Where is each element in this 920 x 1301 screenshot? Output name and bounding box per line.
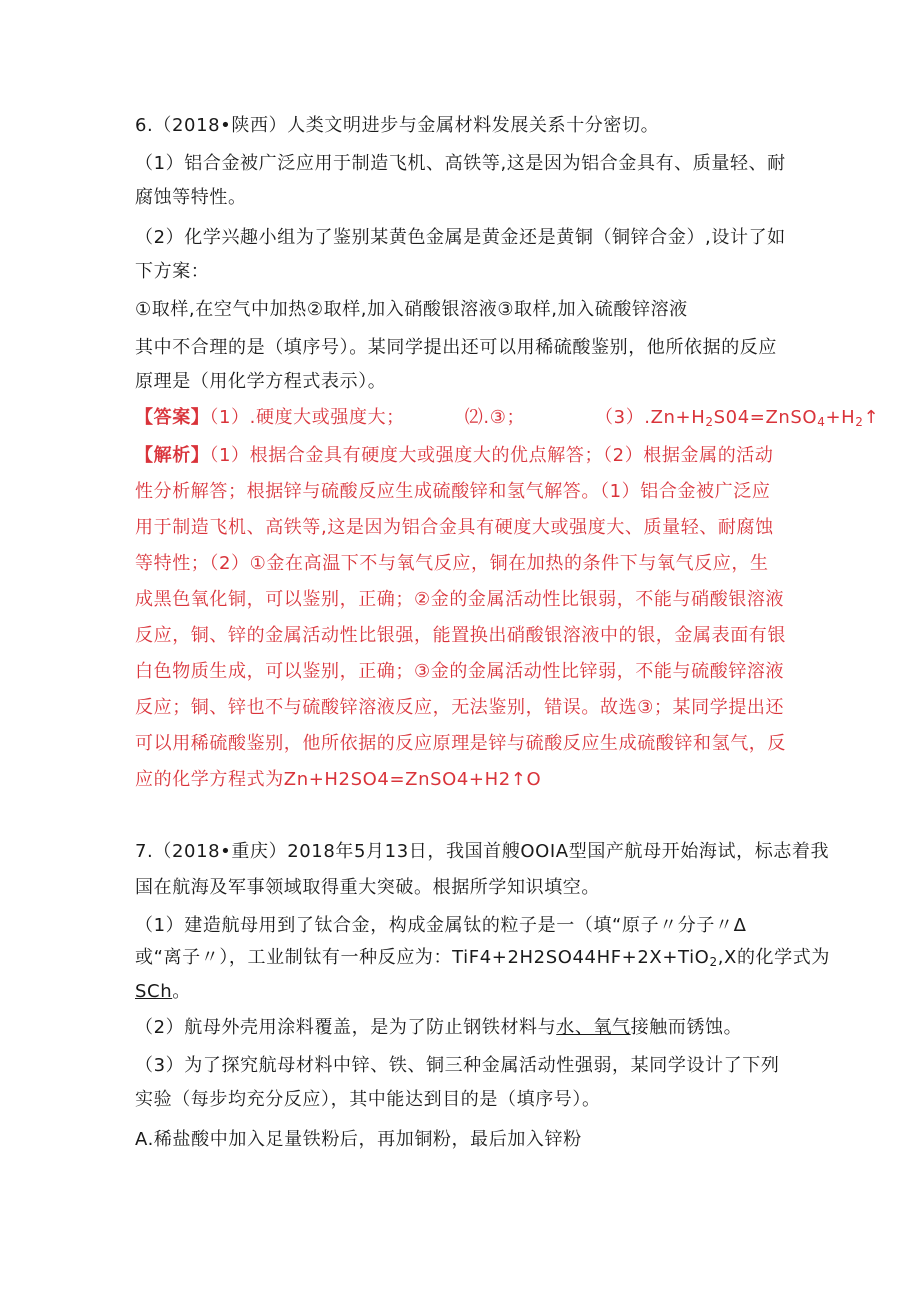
q7-part3-line1: （3）为了探究航母材料中锌、铁、铜三种金属活动性强弱，某同学设计了下列: [135, 1055, 780, 1076]
q6-answer: [135, 406, 879, 434]
q6-analysis-line1: 【解析】（1）根据合金具有硬度大或强度大的优点解答；（2）根据金属的活动: [135, 445, 774, 466]
q7-answer-water-oxygen: 水、氧气: [556, 1017, 631, 1038]
q6-question-line1: 其中不合理的是（填序号）。某同学提出还可以用稀硫酸鉴别，他所依据的反应: [135, 337, 777, 358]
answer-part3: $(3).Zn+H_2S04=ZnSO_4+H_2↑$: [595, 407, 880, 429]
q6-analysis-line5: 成黑色氧化铜，可以鉴别，正确；②金的金属活动性比银弱，不能与硝酸银溶液: [135, 589, 785, 610]
analysis-tag: 【解析】: [135, 445, 210, 466]
q6-question-line2: 原理是（用化学方程式表示）。: [135, 371, 387, 392]
q7-part2: （2）航母外壳用涂料覆盖，是为了防止钢铁材料与水、氧气接触而锈蚀。: [135, 1017, 743, 1038]
q6-analysis-line10: 应的化学方程式为Zn+H2SO4=ZnSO4+H2↑O: [135, 769, 542, 790]
q6-analysis-line3: 用于制造飞机、高铁等,这是因为铝合金具有硬度大或强度大、质量轻、耐腐蚀: [135, 517, 774, 538]
q6-title: 6.（2018•陕西）人类文明进步与金属材料发展关系十分密切。: [135, 115, 660, 136]
q7-answer-formula: SCh: [135, 981, 173, 1002]
q6-analysis-line7: 白色物质生成，可以鉴别，正确；③金的金属活动性比锌弱，不能与硫酸锌溶液: [135, 661, 785, 682]
q7-part1-line3: SCh。: [135, 981, 191, 1002]
answer-part1: （1）.硬度大或强度大；: [209, 407, 405, 428]
q6-part1-line2: 腐蚀等特性。: [135, 187, 247, 208]
q6-part2-line2: 下方案：: [135, 261, 210, 282]
answer-tag: 【答案】: [135, 407, 210, 428]
q6-analysis-line9: 可以用稀硫酸鉴别，他所依据的反应原理是锌与硫酸反应生成硫酸锌和氢气，反: [135, 733, 786, 754]
q7-title-line1: 7.（2018•重庆）2018年5月13日，我国首艘OOIA型国产航母开始海试，标志着我: [135, 841, 830, 862]
q7-part3-line2: 实验（每步均充分反应），其中能达到目的是（填序号）。: [135, 1089, 601, 1110]
q6-analysis-line2: 性分析解答；根据锌与硫酸反应生成硫酸锌和氢气解答。（1）铝合金被广泛应: [135, 481, 771, 502]
answer-part2: ⑵.③；: [464, 407, 526, 428]
q6-analysis-line4: 等特性；（2）①金在高温下不与氧气反应，铜在加热的条件下与氧气反应，生: [135, 553, 769, 574]
q6-analysis-line8: 反应；铜、锌也不与硫酸锌溶液反应，无法鉴别，错误。故选③；某同学提出还: [135, 697, 785, 718]
q7-option-a: A.稀盐酸中加入足量铁粉后，再加铜粉，最后加入锌粉: [135, 1129, 582, 1150]
q7-part1-line1: （1）建造航母用到了钛合金，构成金属钛的粒子是一（填“原子〃分子〃Δ: [135, 915, 747, 936]
q7-title-line2: 国在航海及军事领域取得重大突破。根据所学知识填空。: [135, 877, 600, 898]
q6-analysis-line6: 反应，铜、锌的金属活动性比银强，能置换出硝酸银溶液中的银，金属表面有银: [135, 625, 786, 646]
q6-part1-line1: （1）铝合金被广泛应用于制造飞机、高铁等,这是因为铝合金具有、质量轻、耐: [135, 153, 786, 174]
q6-options: ①取样,在空气中加热②取样,加入硝酸银溶液③取样,加入硫酸锌溶液: [135, 299, 688, 320]
q7-part1-line2: 或“离子〃），工业制钛有一种反应为：TiF4+2H2SO44HF+2X+TiO$_2$,X的化学式为: [135, 947, 830, 969]
q6-part2-line1: （2）化学兴趣小组为了鉴别某黄色金属是黄金还是黄铜（铜锌合金）,设计了如: [135, 227, 786, 248]
